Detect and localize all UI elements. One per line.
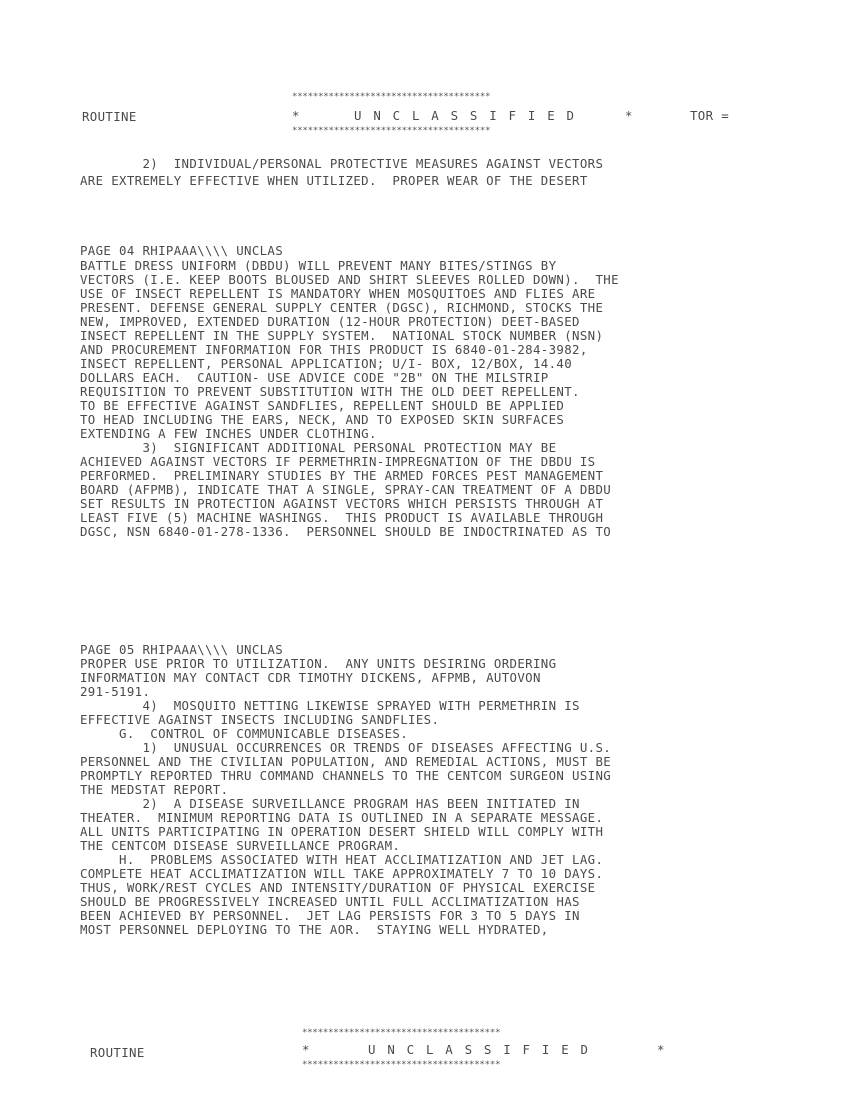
footer-right-mark: *: [657, 1042, 665, 1057]
page-4-line: DGSC, NSN 6840-01-278-1336. PERSONNEL SHOULD BE INDOCTRINATED AS TO: [80, 524, 612, 539]
header-classification: U N C L A S S I F I E D: [354, 108, 577, 123]
page-4-body: [80, 259, 619, 539]
page-5-line: PROPER USE PRIOR TO UTILIZATION. ANY UNITS DESIRING ORDERING: [80, 656, 557, 671]
page-5-line: THUS, WORK/REST CYCLES AND INTENSITY/DURATION OF PHYSICAL EXERCISE: [80, 880, 596, 895]
page-4-line: BATTLE DRESS UNIFORM (DBDU) WILL PREVENT MANY BITES/STINGS BY: [80, 258, 557, 273]
page-4-line: INSECT REPELLENT IN THE SUPPLY SYSTEM. NATIONAL STOCK NUMBER (NSN): [80, 328, 604, 343]
page-5-line: MOST PERSONNEL DEPLOYING TO THE AOR. STAYING WELL HYDRATED,: [80, 922, 549, 937]
page-4-header: PAGE 04 RHIPAAA\\\\ UNCLAS: [80, 243, 284, 258]
page-4-line: LEAST FIVE (5) MACHINE WASHINGS. THIS PRODUCT IS AVAILABLE THROUGH: [80, 510, 604, 525]
header-stars-top: **************************************: [292, 92, 491, 102]
page-4-line: ACHIEVED AGAINST VECTORS IF PERMETHRIN-IMPREGNATION OF THE DBDU IS: [80, 454, 596, 469]
page-4-line: PRESENT. DEFENSE GENERAL SUPPLY CENTER (DGSC), RICHMOND, STOCKS THE: [80, 300, 604, 315]
page-5-line: PROMPTLY REPORTED THRU COMMAND CHANNELS TO THE CENTCOM SURGEON USING: [80, 768, 612, 783]
page-5-line: G. CONTROL OF COMMUNICABLE DISEASES.: [80, 726, 409, 741]
page-5-line: COMPLETE HEAT ACCLIMATIZATION WILL TAKE APPROXIMATELY 7 TO 10 DAYS.: [80, 866, 604, 881]
page-5-header: PAGE 05 RHIPAAA\\\\ UNCLAS: [80, 642, 284, 657]
header-stars-bottom: **************************************: [292, 126, 491, 136]
intro-line-1: 2) INDIVIDUAL/PERSONAL PROTECTIVE MEASURES AGAINST VECTORS: [80, 156, 604, 171]
footer-left-mark: *: [302, 1042, 310, 1057]
page-5-body: [80, 657, 611, 937]
page-5-line: THEATER. MINIMUM REPORTING DATA IS OUTLINED IN A SEPARATE MESSAGE.: [80, 810, 604, 825]
footer-stars-top: **************************************: [302, 1028, 501, 1038]
page-5-line: 2) A DISEASE SURVEILLANCE PROGRAM HAS BEEN INITIATED IN: [80, 796, 580, 811]
header-right-mark: *: [625, 108, 633, 123]
page-4-line: SET RESULTS IN PROTECTION AGAINST VECTORS WHICH PERSISTS THROUGH AT: [80, 496, 604, 511]
page-4-line: PERFORMED. PRELIMINARY STUDIES BY THE ARMED FORCES PEST MANAGEMENT: [80, 468, 604, 483]
page-4-line: EXTENDING A FEW INCHES UNDER CLOTHING.: [80, 426, 377, 441]
page-5-line: BEEN ACHIEVED BY PERSONNEL. JET LAG PERSISTS FOR 3 TO 5 DAYS IN: [80, 908, 580, 923]
page-5-line: 1) UNUSUAL OCCURRENCES OR TRENDS OF DISEASES AFFECTING U.S.: [80, 740, 612, 755]
page-5-line: H. PROBLEMS ASSOCIATED WITH HEAT ACCLIMATIZATION AND JET LAG.: [80, 852, 604, 867]
page-4-line: 3) SIGNIFICANT ADDITIONAL PERSONAL PROTECTION MAY BE: [80, 440, 557, 455]
footer-classification: U N C L A S S I F I E D: [368, 1042, 591, 1057]
page-4-line: REQUISITION TO PREVENT SUBSTITUTION WITH THE OLD DEET REPELLENT.: [80, 384, 580, 399]
page-5-line: ALL UNITS PARTICIPATING IN OPERATION DESERT SHIELD WILL COMPLY WITH: [80, 824, 604, 839]
page-5-line: 4) MOSQUITO NETTING LIKEWISE SPRAYED WITH PERMETHRIN IS: [80, 698, 580, 713]
page-4-line: INSECT REPELLENT, PERSONAL APPLICATION; U/I- BOX, 12/BOX, 14.40: [80, 356, 573, 371]
page-4-line: AND PROCUREMENT INFORMATION FOR THIS PRODUCT IS 6840-01-284-3982,: [80, 342, 588, 357]
page-5-line: THE CENTCOM DISEASE SURVEILLANCE PROGRAM.: [80, 838, 401, 853]
page-4-line: NEW, IMPROVED, EXTENDED DURATION (12-HOUR PROTECTION) DEET-BASED: [80, 314, 580, 329]
page-4-line: VECTORS (I.E. KEEP BOOTS BLOUSED AND SHIRT SLEEVES ROLLED DOWN). THE: [80, 272, 619, 287]
footer-stars-bottom: **************************************: [302, 1060, 501, 1070]
page-4-line: TO HEAD INCLUDING THE EARS, NECK, AND TO EXPOSED SKIN SURFACES: [80, 412, 565, 427]
page-4-line: TO BE EFFECTIVE AGAINST SANDFLIES, REPELLENT SHOULD BE APPLIED: [80, 398, 565, 413]
header-suffix: TOR =: [690, 108, 730, 123]
page-5-line: THE MEDSTAT REPORT.: [80, 782, 229, 797]
page-5-line: SHOULD BE PROGRESSIVELY INCREASED UNTIL FULL ACCLIMATIZATION HAS: [80, 894, 580, 909]
page-5-line: PERSONNEL AND THE CIVILIAN POPULATION, AND REMEDIAL ACTIONS, MUST BE: [80, 754, 612, 769]
page-5-line: INFORMATION MAY CONTACT CDR TIMOTHY DICKENS, AFPMB, AUTOVON: [80, 670, 541, 685]
footer-precedence: ROUTINE: [90, 1045, 145, 1060]
header-precedence: ROUTINE: [82, 109, 137, 124]
intro-line-2: ARE EXTREMELY EFFECTIVE WHEN UTILIZED. PROPER WEAR OF THE DESERT: [80, 173, 588, 188]
page-4-line: BOARD (AFPMB), INDICATE THAT A SINGLE, SPRAY-CAN TREATMENT OF A DBDU: [80, 482, 612, 497]
page-5-line: EFFECTIVE AGAINST INSECTS INCLUDING SANDFLIES.: [80, 712, 440, 727]
page-4-line: DOLLARS EACH. CAUTION- USE ADVICE CODE "2B" ON THE MILSTRIP: [80, 370, 549, 385]
page-4-line: USE OF INSECT REPELLENT IS MANDATORY WHEN MOSQUITOES AND FLIES ARE: [80, 286, 596, 301]
header-left-mark: *: [292, 108, 300, 123]
page-5-line: 291-5191.: [80, 684, 151, 699]
